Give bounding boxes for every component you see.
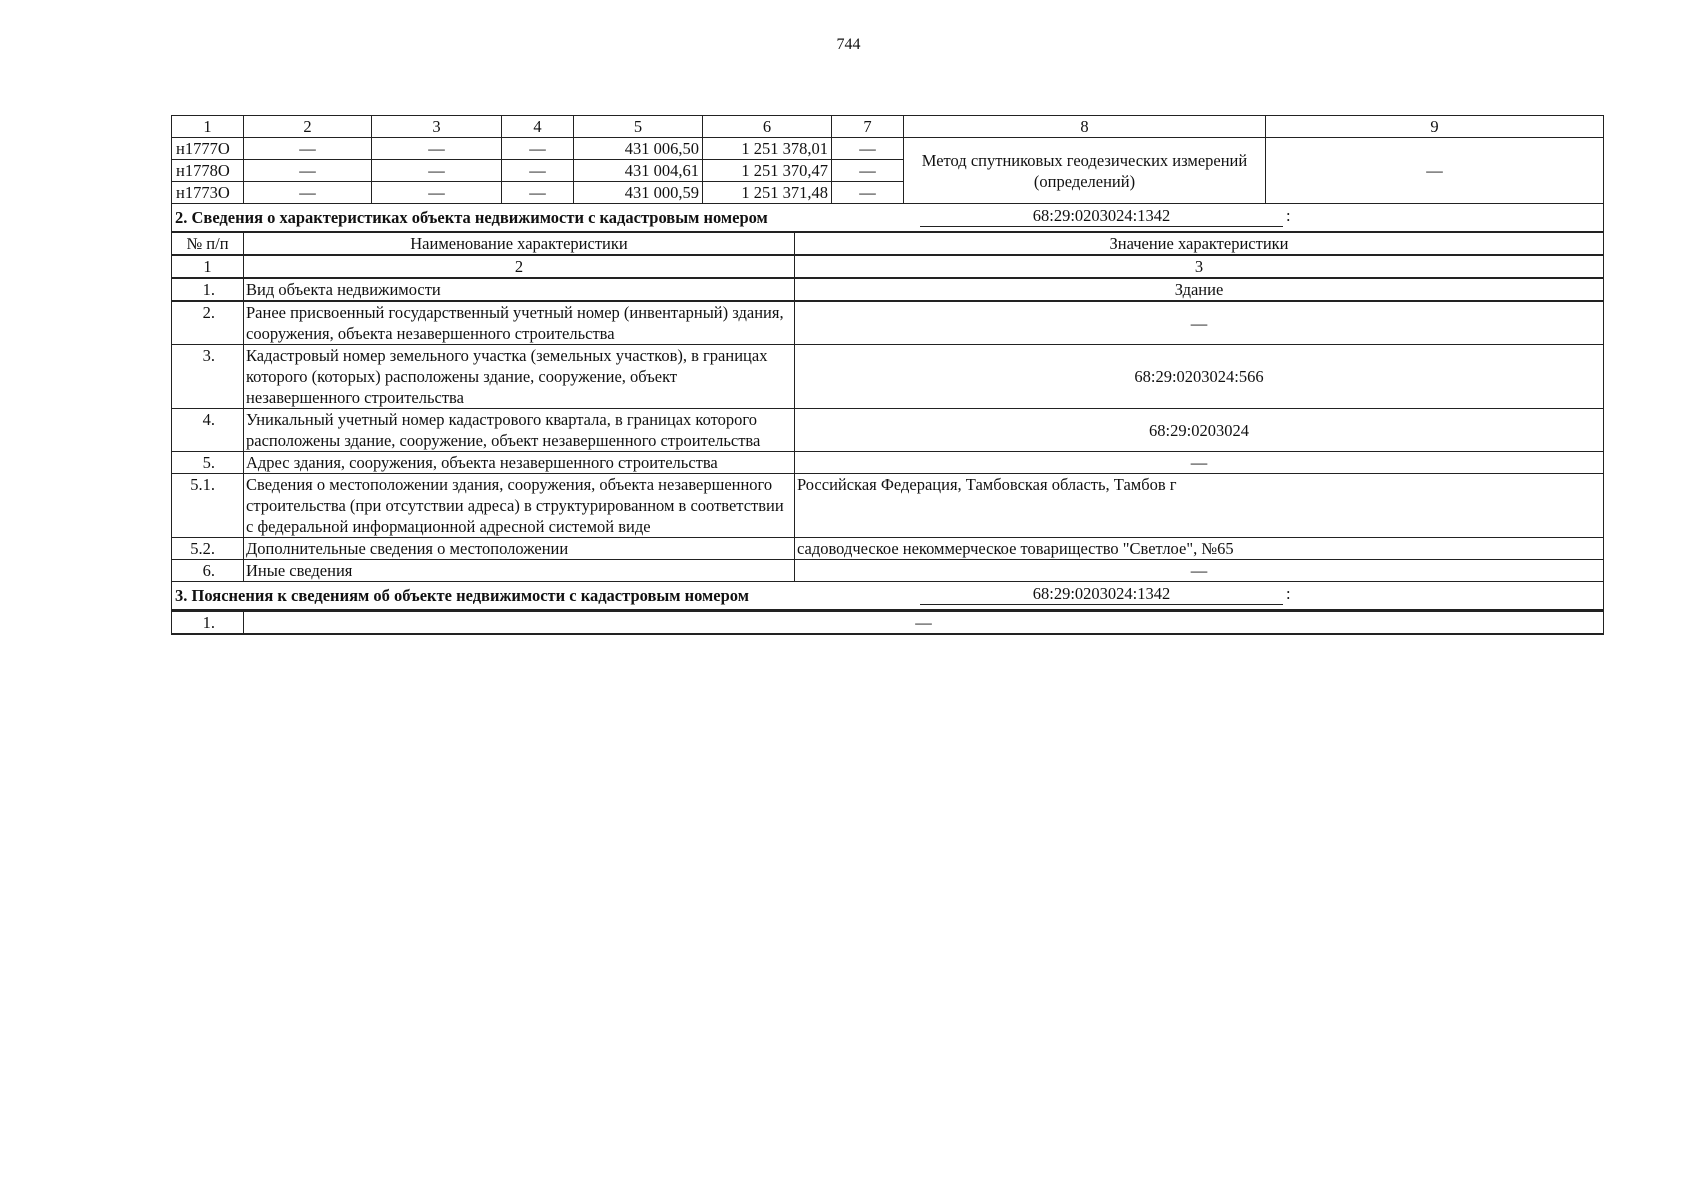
characteristic-value: садоводческое некоммерческое товарищество "Светлое", №65 [795,538,1604,560]
cell: — [502,138,574,160]
cell: — [372,160,502,182]
row-number: 2. [172,301,244,345]
section2-title: 2. Сведения о характеристиках объекта недвижимости с кадастровым номером [175,207,768,227]
row-number: 1. [172,278,244,301]
x-coordinate: 431 004,61 [574,160,703,182]
coordinates-table [171,115,1604,204]
cell: — [244,182,372,204]
header-cell: 2 [244,116,372,138]
page-number: 744 [836,36,861,53]
index-cell: 3 [795,255,1604,278]
table-row [172,138,1604,160]
section2-cadastral-number: 68:29:0203024:1342 [920,206,1283,227]
row-number: 5.2. [172,538,244,560]
method-cell: Метод спутниковых геодезических измерений (определений) [904,138,1266,204]
section2-title-row [171,204,1604,232]
point-name: н1778О [172,160,244,182]
table-row [172,538,1604,560]
characteristic-name: Дополнительные сведения о местоположении [244,538,795,560]
header-cell: 5 [574,116,703,138]
cell: — [832,182,904,204]
table-row [172,452,1604,474]
cell: — [372,182,502,204]
characteristic-name: Уникальный учетный номер кадастрового квартала, в границах которого расположены здание, сооружение, объект незавершенного строительства [244,409,795,452]
num-header: № п/п [172,233,244,256]
header-cell: 6 [703,116,832,138]
header-cell: 3 [372,116,502,138]
table-row [172,301,1604,345]
characteristics-table [171,232,1604,582]
characteristic-value: 68:29:0203024:566 [795,345,1604,409]
cell: — [502,160,574,182]
index-cell: 1 [172,255,244,278]
characteristic-name: Адрес здания, сооружения, объекта незавершенного строительства [244,452,795,474]
document-body [171,115,1604,635]
point-name: н1777О [172,138,244,160]
section3-colon: : [1286,584,1291,603]
header-cell: 8 [904,116,1266,138]
characteristic-name: Вид объекта недвижимости [244,278,795,301]
characteristic-name: Кадастровый номер земельного участка (земельных участков), в границах которого (которых) расположены здание, сооружение, объект незавершенного строительства [244,345,795,409]
value-header: Значение характеристики [795,233,1604,256]
explanations-table [171,610,1604,635]
characteristic-value: — [795,301,1604,345]
name-header: Наименование характеристики [244,233,795,256]
row-number: 3. [172,345,244,409]
section3-title: 3. Пояснения к сведениям об объекте недвижимости с кадастровым номером [175,585,749,605]
table-row [172,474,1604,538]
table-row [172,278,1604,301]
header-cell: 1 [172,116,244,138]
point-name: н1773О [172,182,244,204]
header-cell: 9 [1266,116,1604,138]
cell: — [1266,138,1604,204]
x-coordinate: 431 000,59 [574,182,703,204]
characteristics-index-row [172,255,1604,278]
characteristic-name: Ранее присвоенный государственный учетный номер (инвентарный) здания, сооружения, объекта незавершенного строительства [244,301,795,345]
characteristics-header-row [172,233,1604,256]
y-coordinate: 1 251 370,47 [703,160,832,182]
section2-colon: : [1286,206,1291,225]
cell: — [244,138,372,160]
table-row [172,345,1604,409]
row-number: 5.1. [172,474,244,538]
x-coordinate: 431 006,50 [574,138,703,160]
characteristic-value: 68:29:0203024 [795,409,1604,452]
section3-cadastral-number: 68:29:0203024:1342 [920,584,1283,605]
characteristic-value: Российская Федерация, Тамбовская область, Тамбов г [795,474,1604,538]
cell: — [832,138,904,160]
coordinates-header-row [172,116,1604,138]
row-number: 4. [172,409,244,452]
y-coordinate: 1 251 378,01 [703,138,832,160]
characteristic-name: Сведения о местоположении здания, сооружения, объекта незавершенного строительства (при отсутствии адреса) в структурированном в соответствии с федеральной информационной адресной системой виде [244,474,795,538]
table-row [172,560,1604,582]
header-cell: 7 [832,116,904,138]
y-coordinate: 1 251 371,48 [703,182,832,204]
index-cell: 2 [244,255,795,278]
characteristic-value: Здание [795,278,1604,301]
characteristic-name: Иные сведения [244,560,795,582]
explanation-value: — [244,611,1604,634]
table-row [172,409,1604,452]
cell: — [244,160,372,182]
section3-title-row [171,582,1604,610]
header-cell: 4 [502,116,574,138]
row-number: 5. [172,452,244,474]
characteristic-value: — [795,560,1604,582]
row-number: 1. [172,611,244,634]
characteristic-value: — [795,452,1604,474]
row-number: 6. [172,560,244,582]
cell: — [502,182,574,204]
cell: — [372,138,502,160]
table-row [172,611,1604,634]
cell: — [832,160,904,182]
